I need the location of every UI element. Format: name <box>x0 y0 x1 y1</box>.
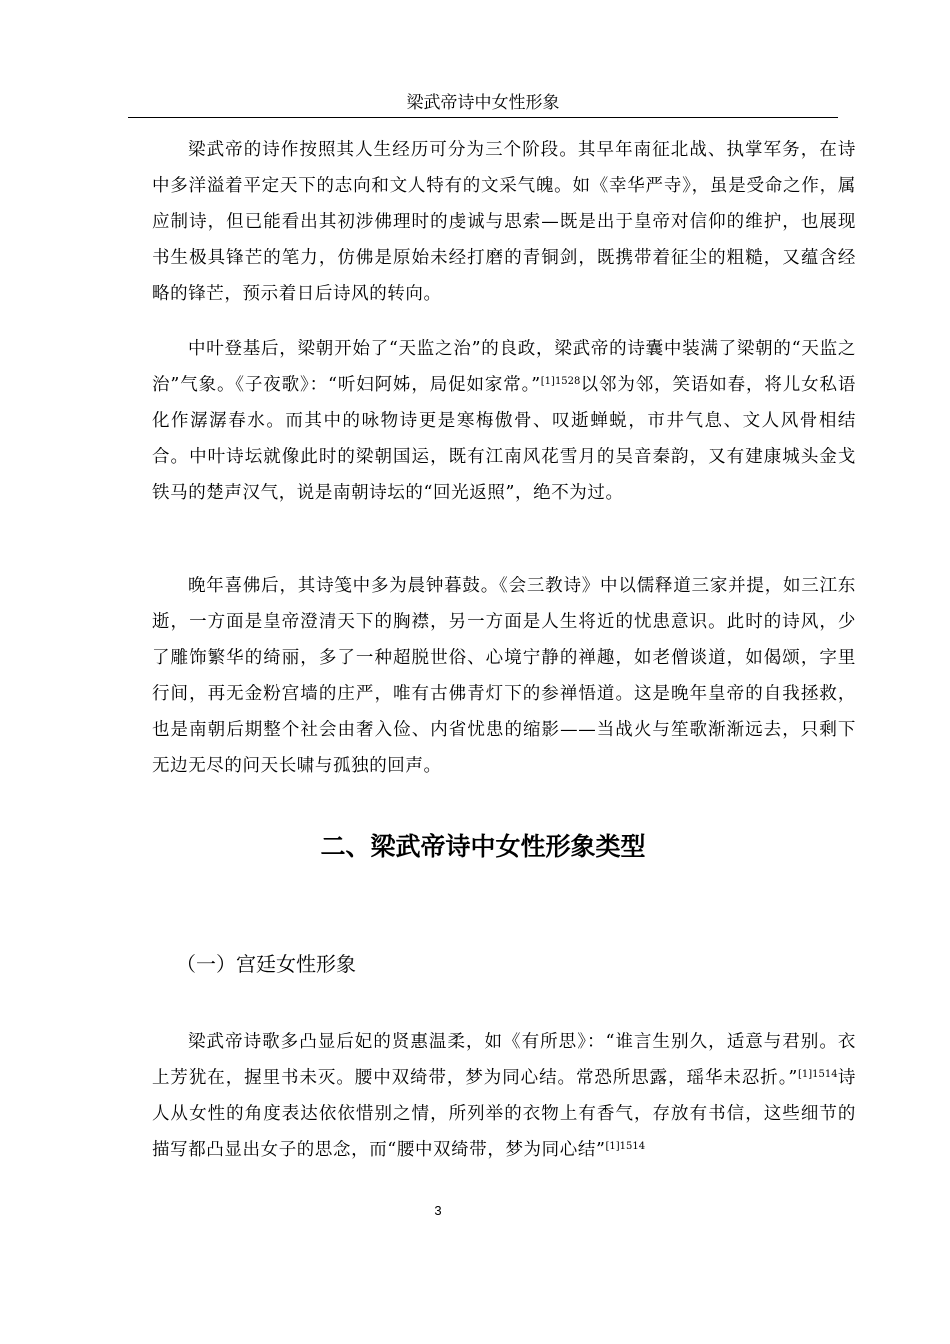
citation: [1]1514 <box>605 1141 646 1152</box>
citation: [1]1528 <box>540 376 581 387</box>
paragraph-text: 中叶登基后，梁朝开始了“天监之治”的良政，梁武帝的诗囊中装满了梁朝的“天监之治”气象。《子夜歌》：“听妇阿姊，局促如家常。” <box>152 339 856 395</box>
paragraph-palace-women <box>152 1024 856 1168</box>
page-number: 3 <box>434 1203 442 1218</box>
running-header: 梁武帝诗中女性形象 <box>406 93 560 113</box>
header-rule <box>128 117 838 118</box>
paragraph-text: 诗人从女性的角度表达依依惜别之情，所列举的衣物上有香气，存放有书信，这些细节的描写都凸显出女子的思念，而“腰中双绮带，梦为同心结” <box>152 1068 856 1160</box>
paragraph-text: 以邻为邻，笑语如春，将儿女私语化作潺潺春水。而其中的咏物诗更是寒梅傲骨、叹逝蝉蜕，市井气息、文人风骨相结合。中叶诗坛就像此时的梁朝国运，既有江南风花雪月的吴音秦韵，又有建康城头金戈铁马的楚声汉气，说是南朝诗坛的“回光返照”，绝不为过。 <box>152 375 857 503</box>
paragraph-late-period: 晚年喜佛后，其诗笺中多为晨钟暮鼓。《会三教诗》中以儒释道三家并提，如三江东逝，一方面是皇帝澄清天下的胸襟，另一方面是人生将近的忧患意识。此时的诗风，少了雕饰繁华的绮丽，多了一种超脱世俗、心境宁静的禅趣，如老僧谈道，如偈颂，字里行间，再无金粉宫墙的庄严，唯有古佛青灯下的参禅悟道。这是晚年皇帝的自我拯救，也是南朝后期整个社会由奢入俭、内省忧患的缩影——当战火与笙歌渐渐远去，只剩下无边无尽的问天长啸与孤独的回声。 <box>152 576 856 776</box>
subsection-heading: （一）宫廷女性形象 <box>176 952 356 976</box>
paragraph-early-period: 梁武帝的诗作按照其人生经历可分为三个阶段。其早年南征北战、执掌军务，在诗中多洋溢着平定天下的志向和文人特有的文采气魄。如《幸华严寺》，虽是受命之作，属应制诗，但已能看出其初涉佛理时的虔诚与思索—既是出于皇帝对信仰的维护，也展现书生极具锋芒的笔力，仿佛是原始未经打磨的青铜剑，既携带着征尘的粗糙，又蕴含经略的锋芒，预示着日后诗风的转向。 <box>152 140 856 304</box>
paragraph-middle-period <box>152 331 856 511</box>
section-heading: 二、梁武帝诗中女性形象类型 <box>320 832 646 861</box>
citation: [1]1514 <box>797 1069 838 1080</box>
paragraph-text: 梁武帝诗歌多凸显后妃的贤惠温柔，如《有所思》：“谁言生别久，适意与君别。衣上芳犹在，握里书未灭。腰中双绮带，梦为同心结。常恐所思露，瑶华未忍折。” <box>152 1032 856 1088</box>
